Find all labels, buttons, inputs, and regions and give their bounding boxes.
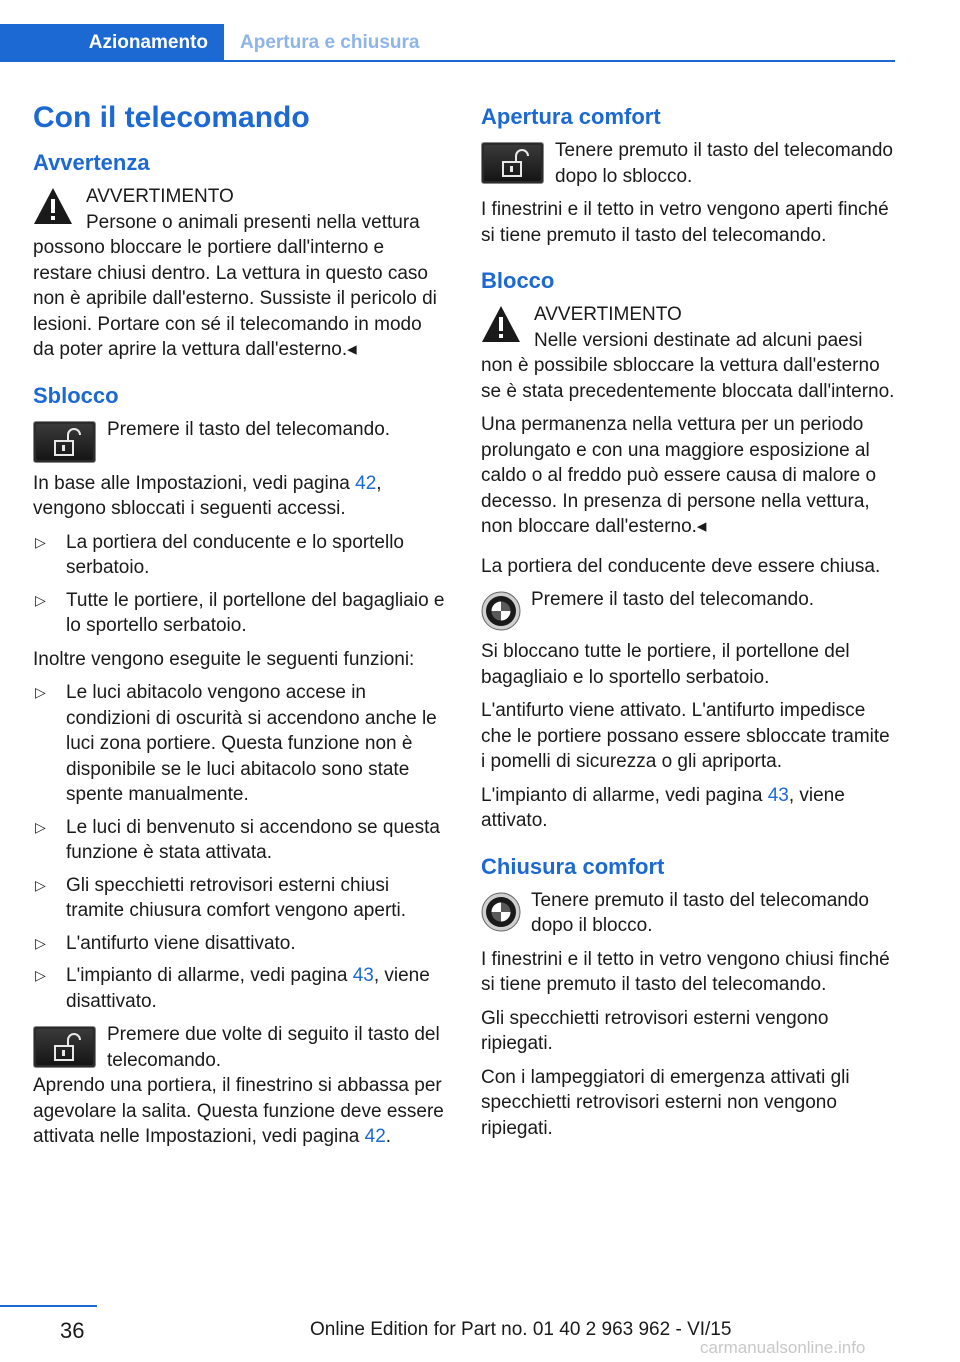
triangle-bullet-icon: ▷ xyxy=(35,934,46,951)
warning-text: Persone o animali presenti nella vettura possono bloccare le portiere dall'interno e restare chiusi dentro. La vettura in questo caso non è apribile dall'esterno. Sussiste il pericolo di lesioni. Portare con sé il telecomando in modo da poter aprire la vettura dall'esterno.◂ xyxy=(33,211,437,360)
unlock-key-icon xyxy=(33,421,96,463)
unlock-key-block xyxy=(33,417,448,463)
list-item xyxy=(33,588,448,639)
heading-chiusura-comfort: Chiusura comfort xyxy=(481,853,665,879)
triangle-bullet-icon: ▷ xyxy=(35,967,46,983)
unlock-functions-list xyxy=(33,680,448,1014)
list-item-text: La portiera del conducente e lo sportello serbatoio. xyxy=(66,531,405,578)
warning-block xyxy=(33,184,448,363)
double-press-text: Premere due volte di seguito il tasto del telecomando. xyxy=(107,1024,440,1071)
left-column xyxy=(33,98,448,1158)
comfort-open-text: I finestrini e il tetto in vetro vengono aperti finché si tiene premuto il tasto del telecomando. xyxy=(481,199,889,246)
lock-key-block xyxy=(481,587,896,631)
right-column xyxy=(481,102,896,1149)
comfort-close-key-block xyxy=(481,888,896,939)
list-item-text: Tutte le portiere, il portellone del bagagliaio e lo sportello serbatoio. xyxy=(66,589,445,636)
warning-text-2: Una permanenza nella vettura per un periodo prolungato e con una maggiore esposizione al caldo o al freddo può essere causa di malore o decesso. In presenza di persone nella vettura, non bloccare dall'esterno.◂ xyxy=(481,414,877,537)
list-item xyxy=(33,530,448,581)
window-text xyxy=(33,1073,448,1150)
window-text-main: Aprendo una portiera, il finestrino si abbassa per agevolare la salita. Questa funzione deve essere attivata nelle Impostazioni, vedi pagina xyxy=(33,1075,444,1147)
list-item xyxy=(33,873,448,924)
unlock-key-icon xyxy=(33,1026,96,1068)
alarm-text xyxy=(481,783,896,834)
section-tab[interactable]: Apertura e chiusura xyxy=(240,32,420,53)
comfort-close-text-1: I finestrini e il tetto in vetro vengono chiusi finché si tiene premuto il tasto del telecomando. xyxy=(481,948,890,995)
footer-divider xyxy=(0,1305,97,1307)
page-link-42[interactable]: 42 xyxy=(355,472,377,494)
list-item-text: Le luci di benvenuto si accendono se questa funzione è stata attivata. xyxy=(66,816,440,863)
unlock-key-text: Premere il tasto del telecomando. xyxy=(107,418,391,440)
page-header xyxy=(0,24,895,62)
unlock-access-list xyxy=(33,530,448,639)
antitheft-text: L'antifurto viene attivato. L'antifurto impedisce che le portiere possano essere sbloccate tramite i pomelli di sicurezza o gli apriporta. xyxy=(481,700,890,772)
list-item xyxy=(33,680,448,808)
bmw-key-icon xyxy=(481,591,521,631)
lock-key-text: Premere il tasto del telecomando. xyxy=(531,589,815,610)
list-item xyxy=(33,931,448,957)
triangle-bullet-icon: ▷ xyxy=(35,818,46,835)
edition-text: Online Edition for Part no. 01 40 2 963 962 - VI/15 xyxy=(310,1319,732,1340)
heading-blocco: Blocco xyxy=(481,268,555,293)
triangle-bullet-icon: ▷ xyxy=(35,876,46,893)
heading-apertura-comfort: Apertura comfort xyxy=(481,104,661,129)
triangle-bullet-icon: ▷ xyxy=(35,591,46,608)
alarm-text-main: L'impianto di allarme, vedi pagina xyxy=(481,784,768,806)
functions-intro: Inoltre vengono eseguite le seguenti funzioni: xyxy=(33,648,415,670)
unlock-key-icon xyxy=(481,142,544,184)
warning-label: AVVERTIMENTO xyxy=(86,186,234,207)
window-text-end: . xyxy=(385,1126,392,1147)
unlock-intro xyxy=(33,471,448,522)
comfort-close-text-2: Gli specchietti retrovisori esterni vengono ripiegati. xyxy=(481,1007,829,1054)
triangle-bullet-icon: ▷ xyxy=(35,533,46,550)
warning-icon xyxy=(481,304,521,344)
list-item-text: L'antifurto viene disattivato. xyxy=(66,932,296,954)
warning-icon xyxy=(33,186,73,226)
comfort-close-key-text: Tenere premuto il tasto del telecomando dopo il blocco. xyxy=(531,889,869,936)
header-divider xyxy=(224,60,895,62)
list-item-text: Gli specchietti retrovisori esterni chiusi tramite chiusura comfort vengono aperti. xyxy=(66,874,407,921)
list-item xyxy=(33,815,448,866)
heading-avvertenza: Avvertenza xyxy=(33,150,150,175)
locked-text: Si bloccano tutte le portiere, il portellone del bagagliaio e lo sportello serbatoio. xyxy=(481,641,850,688)
warning-label: AVVERTIMENTO xyxy=(534,304,682,325)
watermark: carmanualsonline.info xyxy=(700,1338,866,1357)
chapter-tab[interactable]: Azionamento xyxy=(0,24,224,62)
list-item-text: L'impianto di allarme, vedi pagina xyxy=(66,965,353,986)
warning-text: Nelle versioni destinate ad alcuni paesi non è possibile sbloccare la vettura dall'esterno se è stata precedentemente bloccata dall'interno. xyxy=(481,329,895,402)
list-item-text: Le luci abitacolo vengono accese in condizioni di oscurità si accendono anche le luci zona portiere. Questa funzione non è disponibile se le luci abitacolo sono state spente manualmente. xyxy=(66,682,437,805)
page-title: Con il telecomando xyxy=(33,101,310,134)
comfort-open-key-block xyxy=(481,138,896,189)
triangle-bullet-icon: ▷ xyxy=(35,684,46,700)
page-link-42[interactable]: 42 xyxy=(364,1126,386,1147)
warning-block xyxy=(481,302,896,540)
comfort-close-text-3: Con i lampeggiatori di emergenza attivati gli specchietti retrovisori esterni non vengono ripiegati. xyxy=(481,1066,850,1139)
unlock-intro-text: In base alle Impostazioni, vedi pagina xyxy=(33,472,356,494)
comfort-open-key-text: Tenere premuto il tasto del telecomando dopo lo sblocco. xyxy=(555,140,893,187)
page-link-43[interactable]: 43 xyxy=(767,784,789,806)
bmw-key-icon xyxy=(481,892,521,932)
page-link-43[interactable]: 43 xyxy=(352,965,374,986)
door-closed-text: La portiera del conducente deve essere chiusa. xyxy=(481,555,881,577)
alarm-text-end: , viene attivato. xyxy=(481,784,845,831)
heading-sblocco: Sblocco xyxy=(33,382,119,408)
double-press-block xyxy=(33,1022,448,1073)
list-item xyxy=(33,963,448,1014)
page-number: 36 xyxy=(60,1318,85,1343)
unlock-intro-text-end: , vengono sbloccati i seguenti accessi. xyxy=(33,472,382,519)
list-item-text-end: , viene disattivato. xyxy=(66,965,430,1012)
